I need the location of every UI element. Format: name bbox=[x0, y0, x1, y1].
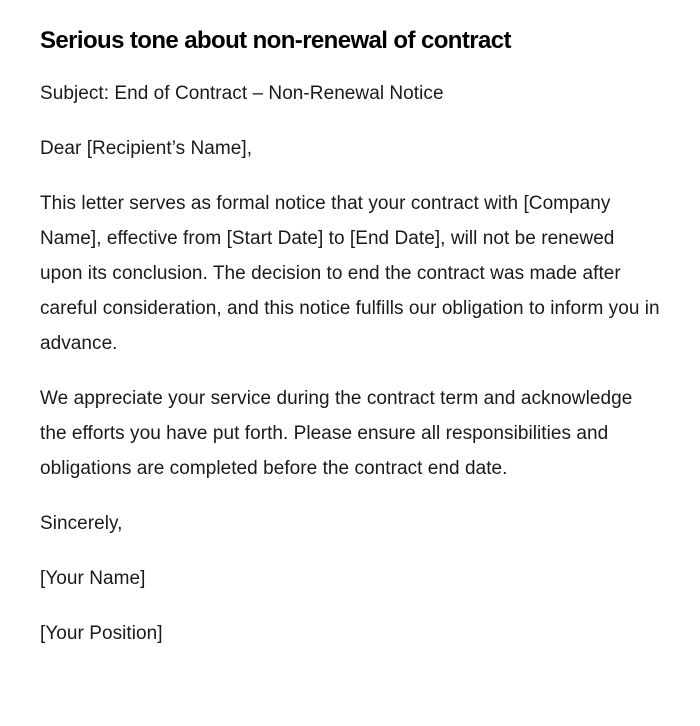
body-paragraph-1: This letter serves as formal notice that your contract with [Company Name], effective from [Start Date] to [End Date], will not be renewed upon its conclusion. The decision to end the contract was made after careful consideration, and this notice fulfills our obligation to inform you in advance. bbox=[40, 193, 660, 354]
signature-name: [Your Name] bbox=[40, 568, 146, 589]
signature-position: [Your Position] bbox=[40, 623, 163, 644]
greeting: Dear [Recipient’s Name], bbox=[40, 138, 253, 159]
subject-line: Subject: End of Contract – Non-Renewal Notice bbox=[40, 83, 444, 104]
body-paragraph-2: We appreciate your service during the contract term and acknowledge the efforts you have put forth. Please ensure all responsibilities and obligations are completed before the contract end date. bbox=[40, 388, 633, 479]
document-title: Serious tone about non-renewal of contract bbox=[40, 27, 511, 54]
closing: Sincerely, bbox=[40, 513, 123, 534]
